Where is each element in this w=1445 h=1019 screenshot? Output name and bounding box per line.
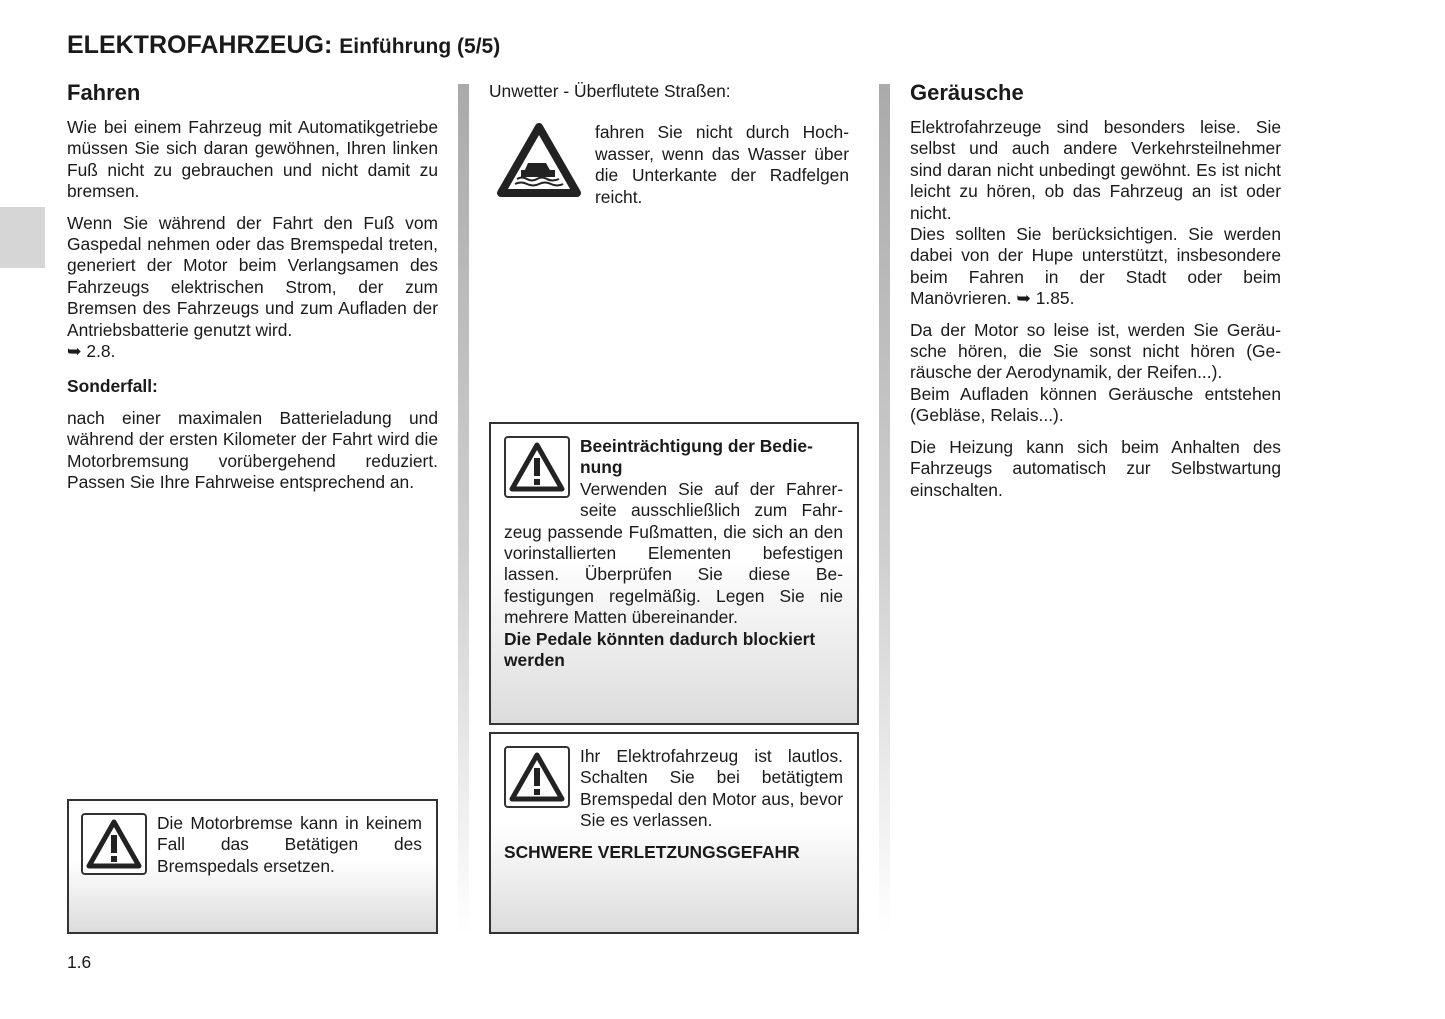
section-heading-fahren: Fahren [67,80,141,105]
warning-fussmatten-title: Beeinträchtigung der Bedienung [580,436,813,478]
leise-text: Elektrofahrzeuge sind besonders leise. Sie selbst und auch andere Verkehrsteilnehmer sind daran nicht unbedingt gewöhnt. Es ist nicht leicht zu hören, ob das Fahrzeug an ist oder nicht. [910,117,1281,223]
page-reference: ➥ 1.85. [1016,288,1075,309]
paragraph-automatik: Wie bei einem Fahrzeug mit Automatikgetriebe müssen Sie sich daran gewöhnen, Ihren linken Fuß nicht zu gebrauchen und nicht damit zu bremsen. [67,117,438,202]
subheading-sonderfall: Sonderfall: [67,376,158,397]
paragraph-heizung: Die Heizung kann sich beim Anhalten des Fahrzeugs automatisch zur Selbstwartung einschalten. [910,436,1281,500]
rekuperation-text: Wenn Sie während der Fahrt den Fuß vom Gaspedal nehmen oder das Bremspedal treten, generiert der Motor beim Verlangsamen des Fahrzeugs elektrischen Strom, der zum Bremsen des Fahrzeugs und zum Aufladen der Antriebsbatterie genutzt wird. [67,212,438,340]
paragraph-leise [910,117,1281,310]
aufladen-text: Beim Aufladen können Geräusche entstehen (Gebläse, Relais...). [910,383,1281,426]
warning-box-fussmatten [489,422,859,725]
geraeusche-text: Da der Motor so leise ist, werden Sie Geräusche hören, die Sie sonst nicht hören (Geräusche der Aerodynamik, der Reifen...). [910,319,1281,383]
warning-triangle-icon [81,813,147,875]
column-divider-left [458,84,469,934]
warning-triangle-icon [504,436,570,498]
flood-warning-text: fahren Sie nicht durch Hochwasser, wenn das Wasser über die Unterkante der Radfelgen reicht. [595,122,849,207]
right-column [910,80,1281,511]
middle-column [489,81,849,218]
warning-triangle-icon [504,746,570,808]
title-subtitle: Einführung (5/5) [339,35,501,58]
paragraph-rekuperation [67,213,438,363]
title-main: ELEKTROFAHRZEUG: [67,31,333,59]
warning-box-lautlos [489,732,859,934]
left-column [67,80,438,504]
flood-notice [489,122,849,208]
column-divider-right [879,84,890,934]
flood-warning-icon [497,122,581,203]
warning-lautlos-text: Ihr Elektrofahrzeug ist lautlos. Schalten Sie bei betätigtem Bremspedal den Motor aus, bevor Sie es verlassen. [580,746,843,831]
paragraph-sonderfall: nach einer maximalen Batterieladung und während der ersten Kilometer der Fahrt wird die Motorbremsung vorübergehend reduziert. Passen Sie Ihre Fahrweise entsprechend an. [67,407,438,493]
hupe-text: Dies sollten Sie berücksichtigen. Sie werden dabei von der Hupe unterstützt, insbesondere beim Fahren in der Stadt oder beim Manövrieren. [910,224,1281,309]
warning-box-motorbremse [67,799,438,934]
warning-lautlos-danger: SCHWERE VERLETZUNGSGEFAHR [504,841,800,862]
flood-intro: Unwetter - Überflutete Straßen: [489,81,731,101]
page-number: 1.6 [67,952,92,972]
section-heading-geraeusche: Geräusche [910,80,1024,105]
warning-fussmatten-text: Verwenden Sie auf der Fahrerseite ausschließlich zum Fahrzeug passende Fußmatten, die sich an den vorinstallierten Elementen befestigen lassen. Überprüfen Sie diese Befestigungen regelmäßig. Legen Sie nie mehrere Matten übereinander. [504,478,843,628]
page-reference: ➥ 2.8. [67,341,116,362]
chapter-tab [0,207,45,268]
page-title [67,31,500,60]
warning-motorbremse-text: Die Motorbremse kann in keinem Fall das Betätigen des Bremspedals ersetzen. [157,813,422,876]
warning-fussmatten-consequence: Die Pedale könnten dadurch blockiert werden [504,628,816,671]
paragraph-geraeusche [910,320,1281,427]
